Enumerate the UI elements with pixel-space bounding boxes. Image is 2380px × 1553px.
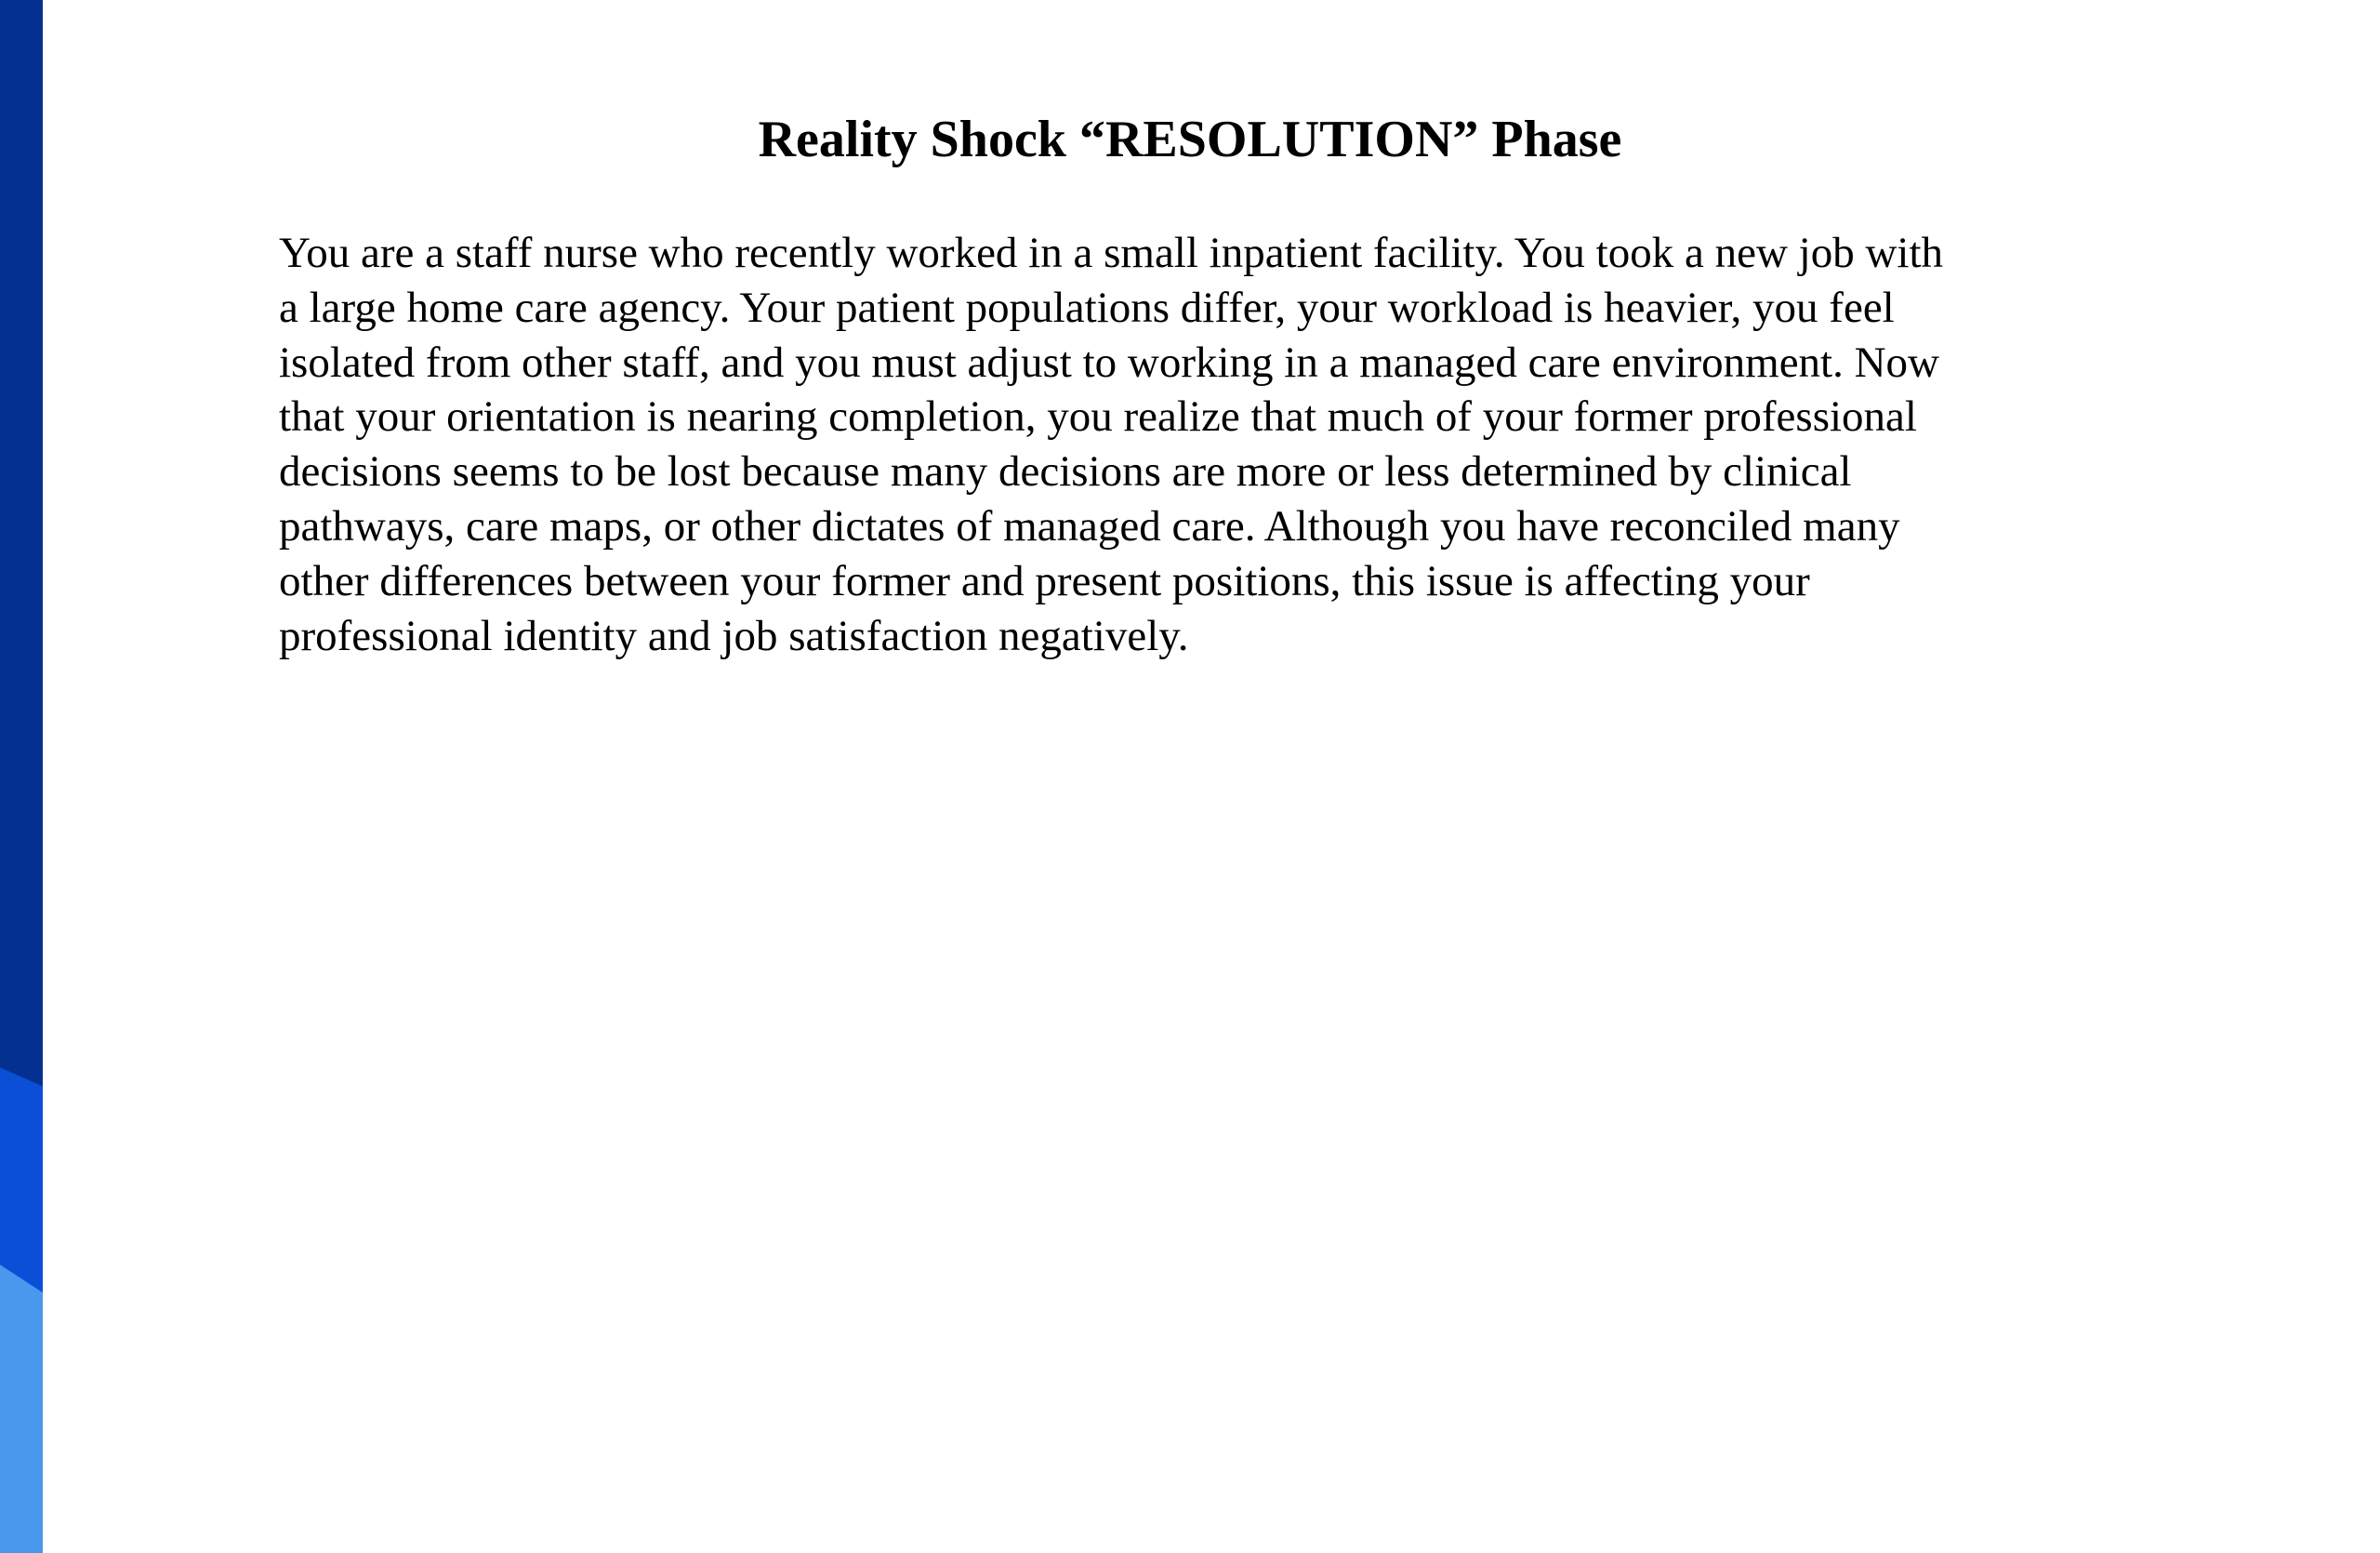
decorative-side-band	[0, 0, 43, 1553]
paragraph-line: You are a staff nurse who recently worked in a small inpatient facility. You took a new job with	[279, 229, 1944, 277]
paragraph-line: professional identity and job satisfaction negatively.	[279, 611, 1189, 660]
scenario-paragraph	[279, 226, 2101, 663]
paragraph-line: other differences between your former and present positions, this issue is affecting your	[279, 556, 1810, 605]
paragraph-line: decisions seems to be lost because many decisions are more or less determined by clinical	[279, 447, 1852, 497]
paragraph-line: isolated from other staff, and you must adjust to working in a managed care environment. Now	[279, 338, 1939, 387]
paragraph-line: a large home care agency. Your patient populations differ, your workload is heavier, you feel	[279, 283, 1895, 332]
side-band-graphic	[0, 0, 43, 1553]
band-light-segment	[0, 1265, 43, 1553]
slide-title: Reality Shock “RESOLUTION” Phase	[758, 111, 1622, 168]
paragraph-line: pathways, care maps, or other dictates of managed care. Although you have reconciled many	[279, 501, 1900, 551]
paragraph-line: that your orientation is nearing completion, you realize that much of your former professional	[279, 392, 1917, 442]
